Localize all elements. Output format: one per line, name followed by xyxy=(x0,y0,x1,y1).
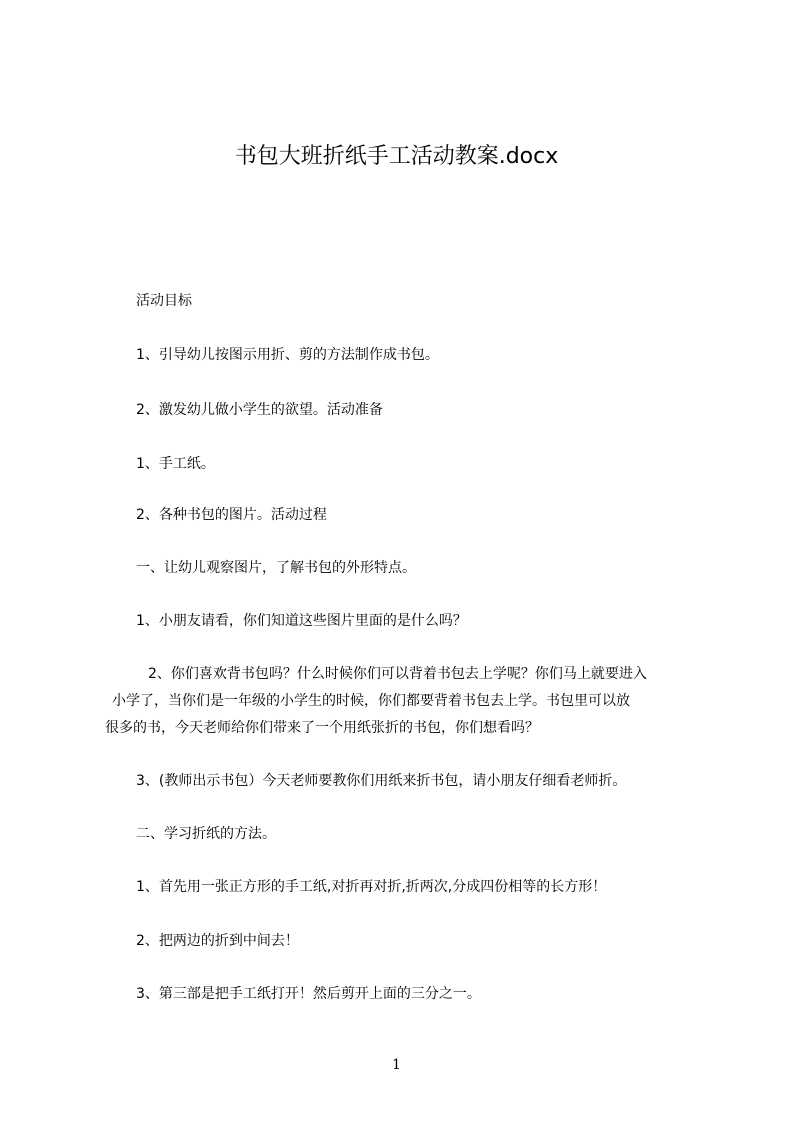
paragraph-line: 2、激发幼儿做小学生的欲望。活动准备 xyxy=(136,402,383,418)
paragraph-line: 1、首先用一张正方形的手工纸,对折再对折,折两次,分成四份相等的长方形！ xyxy=(136,879,607,895)
paragraph-line: 2、你们喜欢背书包吗？什么时候你们可以背着书包去上学呢？你们马上就要进入 xyxy=(148,666,647,682)
paragraph-line: 1、小朋友请看，你们知道这些图片里面的是什么吗？ xyxy=(136,613,467,629)
paragraph-line: 一、让幼儿观察图片，了解书包的外形特点。 xyxy=(136,560,416,576)
paragraph-line: 很多的书，今天老师给你们带来了一个用纸张折的书包，你们想看吗？ xyxy=(105,720,539,736)
paragraph-line: 1、引导幼儿按图示用折、剪的方法制作成书包。 xyxy=(136,347,439,363)
paragraph-line: 2、把两边的折到中间去！ xyxy=(136,933,299,949)
paragraph-line: 3、(教师出示书包）今天老师要教你们用纸来折书包，请小朋友仔细看老师折。 xyxy=(136,773,627,789)
document-title: 书包大班折纸手工活动教案.docx xyxy=(234,144,559,169)
paragraph-line: 2、各种书包的图片。活动过程 xyxy=(136,507,327,523)
paragraph-line: 二、学习折纸的方法。 xyxy=(136,826,276,842)
page-number: 1 xyxy=(392,1057,401,1073)
paragraph-line: 3、第三部是把手工纸打开！然后剪开上面的三分之一。 xyxy=(136,986,481,1002)
paragraph-line: 1、手工纸。 xyxy=(136,456,215,472)
paragraph-line: 小学了，当你们是一年级的小学生的时候，你们都要背着书包去上学。书包里可以放 xyxy=(112,693,630,709)
paragraph-line: 活动目标 xyxy=(136,293,192,309)
